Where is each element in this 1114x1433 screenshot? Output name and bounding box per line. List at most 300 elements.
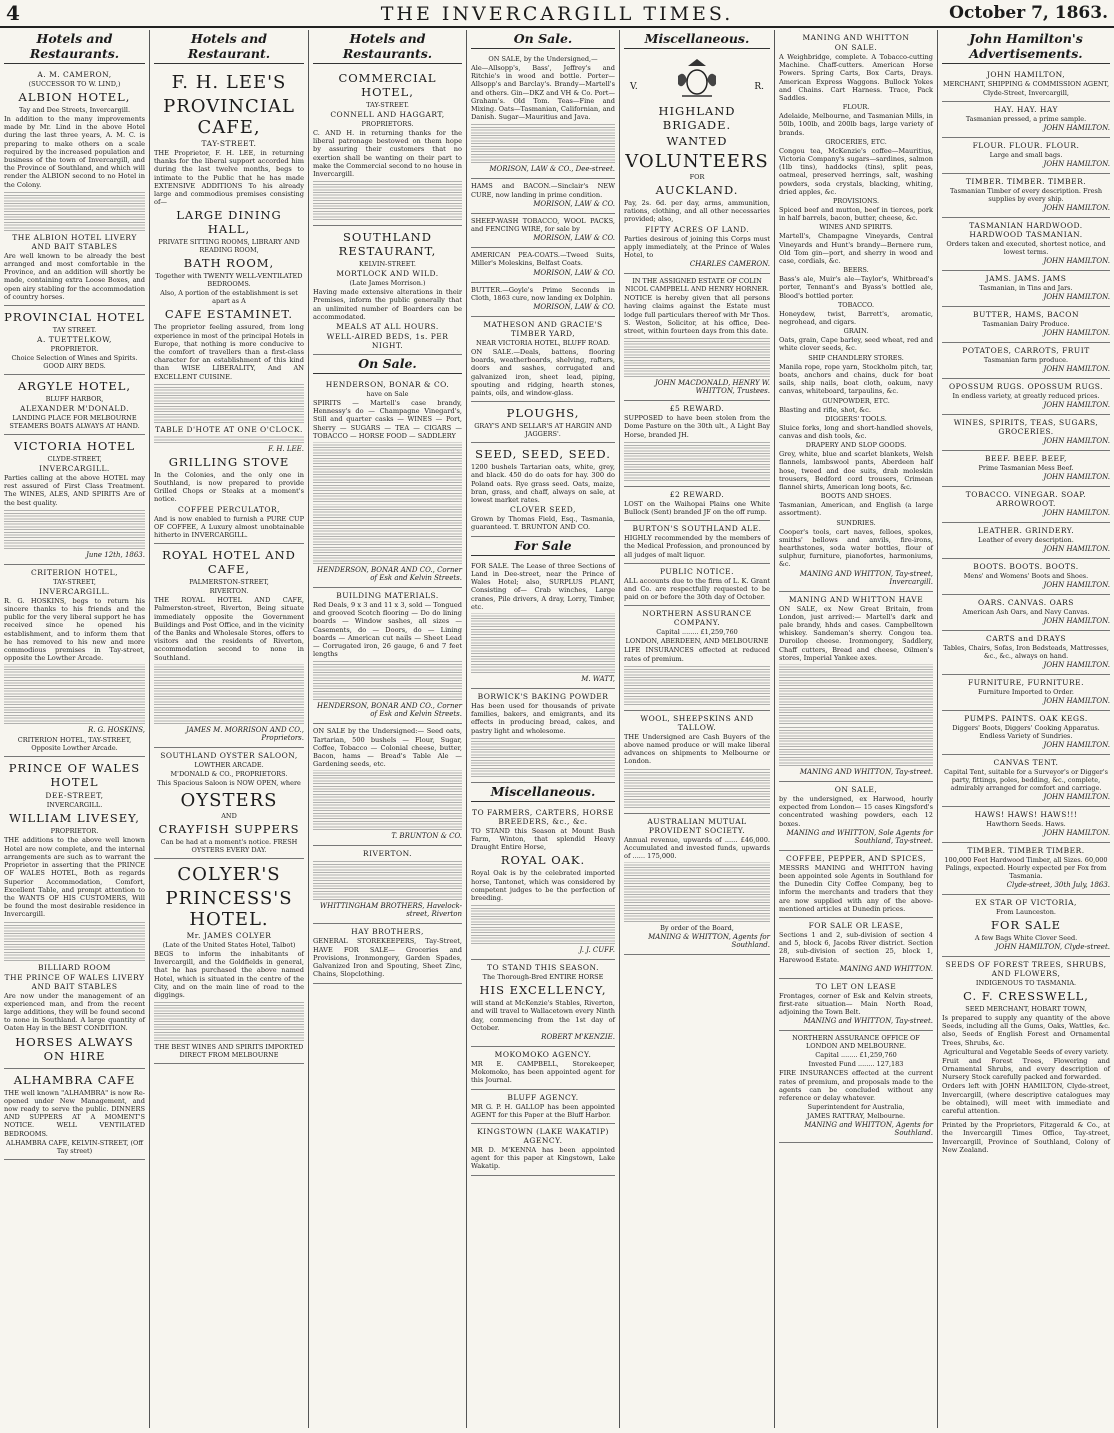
ad-title: PUBLIC NOTICE. <box>659 566 735 576</box>
ad-signature: HENDERSON, BONAR AND CO., Corner of Esk and Kelvin Streets. <box>317 702 462 719</box>
hamilton-ad <box>942 755 1110 807</box>
section-heading: Hotels and Restaurant. <box>154 30 304 64</box>
ad-signature: T. BRUNTON & CO. <box>391 832 462 841</box>
ad-title: WOOL, SHEEPSKINS AND TALLOW. <box>640 713 754 732</box>
ad-feature: Also, A portion of the establishment is set apart as A <box>160 289 298 306</box>
ad-body: Grown by Thomas Field, Esq., Tasmania, guaranteed. T. BRUNTON AND CO. <box>471 515 615 532</box>
ad-signature: ROBERT M'KENZIE. <box>541 1032 615 1041</box>
ad-body: Congou tea, McKenzie's coffee—Mauritius, Victoria Company's sugars—sardines, salmon (1lb tins), haddocks (tins), split peas, oatmeal, preserved herrings, salt, washing powders, soda crystals, blacking, whiting, dried apples, &c. <box>779 146 933 196</box>
ad-body: SUPPOSED to have been stolen from the Dome Pasture on the 30th ult., A Light Bay Horse, branded JH. <box>624 414 770 439</box>
ad-title: WINES, SPIRITS, TEAS, SUGARS, GROCERIES. <box>953 418 1099 436</box>
ad-body: Sluice forks, long and short-handled shovels, canvas and dish tools, &c. <box>779 423 933 440</box>
ad-title: FLOUR. FLOUR. FLOUR. <box>972 141 1080 150</box>
ad-body: LOST on the Waihopai Plains one White Bullock (Sent) branded JF on the off rump. <box>624 499 770 517</box>
ad-title: TASMANIAN HARDWOOD. HARDWOOD TASMANIAN. <box>969 221 1083 239</box>
ad-public-notice <box>624 564 770 607</box>
ad-title: NORTHERN ASSURANCE COMPANY. <box>642 609 752 628</box>
ad-street: LOWTHER ARCADE. <box>194 760 264 769</box>
ad-street: TAY-STREET. <box>366 101 409 109</box>
hamilton-ad <box>942 559 1110 595</box>
ad-signature: JOHN HAMILTON. <box>1043 204 1110 212</box>
ad-owner: Mr. JAMES COLYER <box>186 930 272 940</box>
ad-body: Honeydew, twist, Barrett's, aromatic, negrohead, and cigars. <box>779 309 933 327</box>
text-fill <box>154 1001 304 1041</box>
ad-body: Parties calling at the above HOTEL may rest assured of First Class Treatment. The WINES, ALES, AND SPIRITS Are of the best quality. <box>4 474 145 507</box>
ad-signature: JOHN HAMILTON. <box>1043 617 1110 625</box>
ad-title: BORWICK'S BAKING POWDER <box>477 691 609 701</box>
ad-office: LONDON, ABERDEEN, AND MELBOURNE <box>625 637 769 646</box>
ad-body: Tasmanian farm produce. <box>983 356 1069 364</box>
ad-royal-hotel <box>154 544 304 748</box>
ad-star-of-victoria <box>942 895 1110 957</box>
column-5 <box>620 30 775 1428</box>
ad-signature: JOHN HAMILTON. <box>1043 509 1110 517</box>
royal-crest-row <box>624 56 770 102</box>
section-heading: On Sale. <box>313 355 462 374</box>
ad-feature: WELL-AIRED BEDS, 1s. PER NIGHT. <box>326 332 449 351</box>
ad-street: PALMERSTON-STREET, <box>189 578 269 587</box>
hamilton-ad <box>942 523 1110 559</box>
ad-title: OARS. CANVAS. OARS <box>978 598 1074 607</box>
ad-surplus-plant <box>471 559 615 689</box>
ad-title: JAMS. JAMS. JAMS <box>985 274 1067 283</box>
ad-category: DRAPERY AND SLOP GOODS. <box>805 441 907 450</box>
ad-henderson-bonar <box>313 377 462 588</box>
ad-signature: JOHN HAMILTON. <box>1043 581 1110 589</box>
hamilton-ad <box>942 379 1110 415</box>
ad-signature: JOHN MACDONALD, HENRY W. WHITTON, Trustees. <box>654 379 770 396</box>
ad-sub: NEAR VICTORIA HOTEL, BLUFF ROAD. <box>476 339 610 348</box>
ad-body: BUTTER.—Goyle's Prime Seconds in Cloth, 1863 cure, now landing ex Dolphin. <box>471 285 615 302</box>
crest-letter-r: R. <box>754 82 764 92</box>
ad-body: Having made extensive alterations in their Premises, inform the public generally that an unlimited number of Boarders can be accommodated. <box>313 288 462 321</box>
ad-body: Frontages, corner of Esk and Kelvin streets, first-rate situation— Main North Road, adjoining the Town Belt. <box>779 991 933 1017</box>
ad-subtitle: CLOVER SEED, <box>510 505 576 515</box>
ad-body: by the undersigned, ex Harwood, hourly expected from London— 15 cases Kingsford's concentrated washing powders, each 12 boxes. <box>779 794 933 828</box>
ad-body: Choice Selection of Wines and Spirits. GOOD AIRY BEDS. <box>11 354 138 371</box>
ad-title: ROYAL HOTEL AND CAFE, <box>162 548 296 577</box>
masthead <box>0 0 1114 28</box>
text-fill <box>4 921 145 961</box>
ad-owner: WILLIAM LIVESEY, <box>9 811 140 826</box>
ad-town: INVERCARGILL. <box>39 586 110 596</box>
text-fill <box>471 123 615 163</box>
ad-title: TO FARMERS, CARTERS, HORSE BREEDERS, &c., &c. <box>472 807 614 826</box>
ad-title: ALBION HOTEL, <box>18 90 131 104</box>
ad-body: Red Deals, 9 x 3 and 11 x 3, sold — Tongued and grooved Scotch flooring — Do do lining boards — Window sashes, all sizes — Casements, do — Doors, do — Lining boards — American cut nails — Sheet Lead — Corrugated iron, 26 gauge, 6 and 7 feet lengths <box>313 601 462 659</box>
section-heading: On Sale. <box>471 30 615 49</box>
ad-owner: M'DONALD & CO., PROPRIETORS. <box>170 769 288 778</box>
ad-signature: R. G. HOSKINS, <box>87 726 145 735</box>
ad-title: MANING AND WHITTON <box>802 33 910 42</box>
ad-signature: JOHN HAMILTON. <box>1043 741 1110 749</box>
ad-category: BOOTS AND SHOES. <box>820 492 892 501</box>
ad-signature: JOHN HAMILTON. <box>1043 401 1110 409</box>
ad-signature: JOHN HAMILTON, Clyde-street. <box>995 943 1110 951</box>
ad-sub: GRAY'S AND SELLAR'S AT HARGIN AND JAGGERS'. <box>474 422 612 439</box>
ad-title: BLUFF AGENCY. <box>507 1092 579 1102</box>
ad-title: CRITERION HOTEL, <box>30 567 119 577</box>
ad-provincial-hotel <box>4 306 145 375</box>
ad-title: SOUTHLAND OYSTER SALOON, <box>160 750 298 760</box>
hamilton-ad <box>942 451 1110 487</box>
hamilton-ad <box>942 675 1110 711</box>
ad-body: American Ash Oars, and Navy Canvas. <box>962 608 1090 616</box>
ad-body: HIGHLY recommended by the members of the Medical Profession, and pronounced by all judges of malt liquor. <box>624 534 770 559</box>
ad-street: DEE-STREET, <box>45 791 104 801</box>
ad-title: HAWS! HAWS! HAWS!!! <box>974 810 1078 819</box>
ad-burton-ale <box>624 521 770 564</box>
ad-body: Spiced beef and mutton, beef in tierces, pork in half barrels, bacon, butter, cheese, &c. <box>779 206 933 223</box>
ad-feature: LARGE DINING HALL, <box>176 208 282 237</box>
ad-colyer-princess-hotel <box>154 859 304 1064</box>
ad-signature: WHITTINGHAM BROTHERS, Havelock-street, Riverton <box>319 902 462 919</box>
ad-pea-coats <box>471 248 615 282</box>
ad-feature: FIFTY ACRES OF LAND. <box>644 224 750 234</box>
ad-signature: HENDERSON, BONAR AND CO., Corner of Esk and Kelvin Streets. <box>317 566 462 583</box>
ad-signature: JOHN HAMILTON. <box>1043 697 1110 705</box>
ad-body: Manila rope, rope yarn, Stockholm pitch, tar, boats, anchors and chains, duck for boat sails, ship nails, boat cloth, oakum, navy canvas, whiteboard, tarpaulins, &c. <box>779 362 933 396</box>
ad-mokomoko-agency <box>471 1047 615 1090</box>
ad-signature: J. J. CUFF. <box>579 946 615 955</box>
ad-signature: Clyde-street, 30th July, 1863. <box>1006 881 1110 889</box>
ad-category: FLOUR. <box>842 103 870 112</box>
ad-capital: Capital ........ £1,259,760 <box>815 1051 897 1060</box>
ad-northern-assurance <box>624 606 770 710</box>
ad-body: LIFE INSURANCES effected at reduced rates of premium. <box>624 646 770 663</box>
ad-title: PRINCE OF WALES HOTEL <box>8 761 141 790</box>
ad-subtitle: BILLIARD ROOM <box>38 962 111 972</box>
ad-street: TAY-STREET, <box>53 577 96 586</box>
ad-body: Cooper's tools, cart naves, felloes, spokes, smiths' bellows and anvils, fire-irons, hearthstones, soda water bottles, flour of sulphur, furniture, pianofortes, harmoniums, &c. <box>779 527 933 569</box>
ad-feature: MEALS AT ALL HOURS. <box>336 322 439 332</box>
ad-title: POTATOES, CARROTS, FRUIT <box>962 346 1090 355</box>
ad-category: GUNPOWDER, ETC. <box>822 396 890 405</box>
ad-brunton <box>313 724 462 846</box>
column-4 <box>467 30 620 1428</box>
ad-bluff-agency <box>471 1090 615 1124</box>
ad-body: MR E. CAMPBELL, Storekeeper, Mokomoko, has been appointed agent for this Journal. <box>471 1059 615 1085</box>
text-fill <box>779 726 933 766</box>
ad-seed <box>471 443 615 536</box>
ad-signature: MORISON, LAW & CO. <box>533 268 615 277</box>
ad-prince-of-wales-hotel <box>4 757 145 1068</box>
hamilton-ad <box>942 343 1110 379</box>
ad-title: NORTHERN ASSURANCE OFFICE OF LONDON AND MELBOURNE. <box>792 1034 920 1051</box>
ad-body: AMERICAN PEA-COATS.—Tweed Suits, Miller's Moleskins, Belfast Coats. <box>471 251 615 268</box>
ad-signature: JOHN HAMILTON. <box>1043 545 1110 553</box>
ad-body: Grey, white, blue and scarlet blankets, Welsh flannels, lambswool pants, Aberdeen half hose, tweed and doe suits, drab moleskin trousers, Bedford cord trousers, Crimean flannel shirts, American long boots, &c. <box>779 450 933 491</box>
ad-body: Hawthorn Seeds. Haws. <box>986 820 1066 828</box>
ad-town: INVERCARGILL. <box>39 464 110 474</box>
ad-amp-society <box>624 814 770 956</box>
ad-body: Tasmanian Timber of every description. Fresh supplies by every ship. <box>949 187 1103 203</box>
printer-imprint: Printed by the Proprietors, Fitzgerald & Co., at the Invercargill Times Office, Tay-street, Invercargill, Province of Southland, Colony of New Zealand. <box>942 1121 1110 1154</box>
ad-title: COMMERCIAL HOTEL, <box>338 71 437 99</box>
ad-title: COFFEE, PEPPER, AND SPICES, <box>785 853 926 863</box>
ad-body: THE additions to the above well known Hotel are now complete, and the internal arrangements are such as to warrant the Proprietor in asserting that the PRINCE OF WALES HOTEL, Both as regards Superior Accommodation, Comfort, Excellent Table, and prompt attention to the WANTS OF HIS CUSTOMERS, Will be found the most desirable residence in Invercargill. <box>4 836 145 919</box>
ad-royal-oak <box>471 805 615 960</box>
ad-proprietor: ALEXANDER M'DONALD. <box>20 404 129 414</box>
text-fill <box>154 383 304 423</box>
ad-kingston-agency <box>471 1124 615 1176</box>
ad-title: OPOSSUM RUGS. OPOSSUM RUGS. <box>948 382 1104 391</box>
ad-coffee-pepper-spices <box>779 851 933 918</box>
ad-butter <box>471 283 615 317</box>
ad-title: £2 REWARD. <box>669 489 725 499</box>
ad-signature: JOHN HAMILTON. <box>1043 293 1110 301</box>
ad-building-materials <box>313 588 462 724</box>
text-fill <box>4 509 145 549</box>
ad-title: F. H. LEE'S <box>171 72 287 93</box>
ad-timber-yard <box>471 317 615 402</box>
ad-body: Pay, 2s. 6d. per day, arms, ammunition, rations, clothing, and all other necessaries provided; also, <box>624 199 770 224</box>
ad-signature: MANING AND WHITTON, Tay-street, Invercargill. <box>799 569 933 586</box>
ad-title: HENDERSON, BONAR & CO. <box>325 380 450 390</box>
hamilton-ad <box>942 174 1110 218</box>
ad-footer: ALHAMBRA CAFE, KELVIN-STREET, (Off Tay street) <box>6 1138 143 1155</box>
ad-signature: JAMES M. MORRISON AND CO., Proprietors. <box>185 725 304 742</box>
ad-title: COLYER'S <box>177 863 281 885</box>
ad-to-let <box>779 979 933 1032</box>
ad-signature: MORISON, LAW & CO. <box>533 303 615 312</box>
hamilton-ad-list <box>942 102 1110 895</box>
ad-body: In addition to the many improvements made by Mr. Lind in the above Hotel during the last three years, A. M. C. is preparing to make others on a scale required by the increased population and business of the town of Invercargill, and the Province of Southland, and which will render the ALBION second to no Hotel in the Colony. <box>4 115 145 189</box>
ad-category: TOBACCO. <box>837 300 875 309</box>
ad-category: WINES AND SPIRITS. <box>819 223 893 232</box>
ad-body: Sections 1 and 2, sub-division of section 4 and 5, block 6, Jacobs River district. Section 28, sub-division of section 25, block 1, Harewood Estate. <box>779 931 933 964</box>
ad-title: TIMBER. TIMBER. TIMBER. <box>965 177 1087 186</box>
ad-body: Capital Tent, suitable for a Surveyor's or Digger's party, fittings, poles, bedding, &c., complete, admirably arranged for comfort and carriage. <box>944 768 1108 792</box>
ad-sale-or-lease <box>779 918 933 979</box>
section-heading: John Hamilton's Advertisements. <box>942 30 1110 64</box>
ad-signature: JOHN HAMILTON. <box>1043 473 1110 481</box>
column-7 <box>938 30 1114 1428</box>
ad-body: Tables, Chairs, Sofas, Iron Bedsteads, Mattresses, &c., &c., always on hand. <box>943 644 1109 660</box>
ad-body: GENERAL STOREKEEPERS, Tay-Street, HAVE FOR SALE— Groceries and Provisions, Ironmongery, Garden Spades, Galvanized Iron and Spouting, Sheet Zinc, Chains, Slopclothing. <box>313 937 462 979</box>
ad-merchant: C. F. CRESSWELL, <box>963 989 1089 1003</box>
ad-category: SHIP CHANDLERY STORES. <box>808 353 904 362</box>
ad-body: Diggers' Boots, Diggers' Cooking Apparatus. Endless Variety of Sundries. <box>952 724 1100 740</box>
ad-title: MOKOMOKO AGENCY. <box>494 1049 592 1059</box>
ad-feature: AUCKLAND. <box>655 183 739 197</box>
ad-signature: JOHN HAMILTON. <box>1043 829 1110 837</box>
text-fill <box>154 664 304 724</box>
ad-body: FOR SALE. The Lease of three Sections of Land in Dee-street, near the Prince of Wales Hotel; also, SURPLUS PLANT, Consisting of— Crab winches, Large cranes, Pile drivers, A dray, Lorry, Timber, etc. <box>471 561 615 611</box>
ad-argyle-hotel <box>4 375 145 435</box>
ad-signature: MANING & WHITTON, Agents for Southland. <box>648 933 770 950</box>
section-heading: Miscellaneous. <box>471 783 615 802</box>
ad-body: Ale—Allsopp's, Bass', Jeffrey's and Ritchie's in wood and bottle. Porter—Allsopp's and Barclay's. Brandy—Martell's and others. Gin—DKZ and VH & Co. Port—Graham's. Old Tom. Teas—Fine and Mixing. Oats—Tasmanian, Californian, and Danish. Sugar—Mauritius and Java. <box>471 64 615 122</box>
ad-title: ALHAMBRA CAFE <box>13 1072 136 1087</box>
ad-title: AUSTRALIAN MUTUAL PROVIDENT SOCIETY. <box>647 816 747 835</box>
ad-title: TO LET ON LEASE <box>815 981 897 991</box>
ad-southland-restaurant <box>313 226 462 355</box>
ad-alhambra-cafe <box>4 1069 145 1160</box>
ad-body: Fruit and Forest Trees, Flowering and Ornamental Shrubs, and every description of Nursery Stock carefully packed and forwarded. <box>942 1056 1110 1082</box>
ad-street: KELVIN-STREET. <box>359 260 416 269</box>
ad-hams <box>471 179 615 213</box>
text-fill <box>471 904 615 944</box>
ad-intro: ON SALE, by the Undersigned,— <box>488 55 598 63</box>
ad-body: Parties desirous of joining this Corps must apply immediately, at the Prince of Wales Hotel, to <box>624 234 770 260</box>
royal-crest-icon <box>672 56 722 100</box>
ad-title: PROVINCIAL CAFE, <box>163 96 295 138</box>
ad-body: A Weighbridge, complete. A Tobacco-cutting Machine. Chaff-cutters. American Horse Powers. Spring Carts, Box Carts, Drays. American Express Waggons. Bullock Yokes and Chains. Cart Harness. Trace, Pack Saddles. <box>779 53 933 103</box>
ad-body: HAMS and BACON.—Sinclair's NEW CURE, now landing in prime condition. <box>471 182 615 199</box>
ad-sub: INDIGENOUS TO TASMANIA. <box>975 979 1077 987</box>
ad-washing-powder <box>779 782 933 851</box>
ad-feature: FOR <box>689 173 705 181</box>
ad-title: MANING AND WHITTON HAVE <box>788 594 924 604</box>
ad-signature: F. H. LEE. <box>268 444 304 453</box>
ad-title: KINGSTOWN (LAKE WAKATIP) AGENCY. <box>477 1126 609 1145</box>
ad-town: INVERCARGILL. <box>46 801 103 810</box>
ad-date: June 12th, 1863. <box>86 550 145 559</box>
ad-role: PROPRIETORS. <box>361 120 414 128</box>
page-number: 4 <box>6 1 20 25</box>
ad-body: C. AND H. in returning thanks for the liberal patronage bestowed on them hope by assuring their customers that no exertion shall be wanting on their part to make the Commercial second to no house in Invercargill. <box>313 129 462 179</box>
newspaper-title: THE INVERCARGILL TIMES. <box>380 3 734 25</box>
hamilton-ad <box>942 415 1110 451</box>
ad-title: BEEF. BEEF. BEEF, <box>985 454 1067 463</box>
text-fill <box>313 504 462 564</box>
ad-subtitle: THE PRINCE OF WALES LIVERY AND BAIT STABLES <box>4 972 145 991</box>
text-fill <box>471 737 615 777</box>
hamilton-ad <box>942 218 1110 271</box>
hamilton-ad <box>942 631 1110 675</box>
ad-body: Tasmanian Dairy Produce. <box>982 320 1070 328</box>
ad-body: The proprietor feeling assured, from long experience in most of the principal Hotels in Europe, that nothing is more conducive to the comfort of travellers than a first-class character for an establishment of this kind than WISE LIBERALITY, And AN EXCELLENT CUISINE. <box>154 323 304 381</box>
ad-body: Tasmanian pressed, a prime sample. <box>965 115 1087 123</box>
ad-feature: CRAYFISH SUPPERS <box>158 821 300 836</box>
ad-signature: JOHN HAMILTON. <box>1043 257 1110 265</box>
ad-body: In endless variety, at greatly reduced prices. <box>952 392 1100 400</box>
ad-title: TIMBER. TIMBER TIMBER. <box>967 846 1085 855</box>
ad-sub: ON SALE. <box>834 43 878 52</box>
ad-body: ON SALE, ex New Great Britain, from London, just arrived:— Martell's dark and pale brandy, hhds and cases. Campbelltown whiskey. Sandeman's sherry. Congou tea. Duroilop cheese. Ironmongery, Saddlery, Chaff cutters, Bread and cheese, Oilmen's stores, Imperial Yankee axes. <box>779 604 933 662</box>
ad-signature: MORISON, LAW & CO., Dee-street. <box>489 165 615 174</box>
ad-feature: CAFE ESTAMINET. <box>164 307 294 322</box>
ad-signature: CHARLES CAMERON. <box>689 260 770 269</box>
ad-title: IN THE ASSIGNED ESTATE OF COLIN NICOL CAMPBELL AND HENRY HORNER. <box>625 277 769 294</box>
hamilton-ad <box>942 138 1110 174</box>
ad-feature: OYSTERS <box>180 789 278 811</box>
ad-address: Clyde-Street, Invercargill, <box>982 89 1069 97</box>
ad-wool-sheepskins <box>624 711 770 814</box>
ad-body: Is prepared to supply any quantity of the above Seeds, including all the Gums, Oaks, Wattles, &c. also, Seeds of English Forest and Ornamental Trees, Shrubs, &c. <box>942 1014 1110 1047</box>
ad-body: BEGS to inform the inhabitants of Invercargill, and the Goldfields in general, that he has purchased the above named Hotel, which is situated in the centre of the City, and on the main line of road to the diggings. <box>154 949 304 999</box>
ad-baking-powder <box>471 689 615 783</box>
ad-feature: COFFEE PERCULATOR, <box>177 504 281 514</box>
hamilton-ad <box>942 307 1110 343</box>
ad-signature: MANING and WHITTON, Tay-street. <box>803 1017 933 1026</box>
ad-sub: The Thorough-Bred ENTIRE HORSE <box>482 973 604 982</box>
ad-title: BOOTS. BOOTS. BOOTS. <box>973 562 1079 571</box>
ad-body: THE Undersigned are Cash Buyers of the above named produce or will make liberal advances on shipments to Melbourne or London. <box>624 732 770 766</box>
ad-maning-whitton-arrivals <box>779 592 933 782</box>
ad-category: BEERS. <box>843 266 869 275</box>
text-fill <box>471 613 615 673</box>
ad-body: MR D. M'KENNA has been appointed agent for this paper at Kingstown, Lake Wakatip. <box>471 1145 615 1171</box>
ad-title: TOBACCO. VINEGAR. SOAP. ARROWROOT. <box>965 490 1087 508</box>
hamilton-ad <box>942 711 1110 755</box>
text-fill <box>624 862 770 922</box>
ad-signature: MANING and WHITTON, Agents for Southland. <box>804 1121 933 1138</box>
ad-body: THE ROYAL HOTEL AND CAFE, Palmerston-street, Riverton, Being situate immediately opposite the Government Buildings and Post Office, and in the vicinity of the Banks and Wholesale Stores, offers to visitors and the residents of Riverton, accommodation second to none in Southland. <box>154 596 304 662</box>
ad-sub: JAMES RATTRAY, Melbourne. <box>806 1112 906 1121</box>
ad-feature: GRILLING STOVE <box>168 454 290 469</box>
ad-body: R. G. HOSKINS, begs to return his sincere thanks to his friends and the public for the very liberal support he has received since he opened his establishment, and to inform them that he has removed to his new and more commodious premises in Tay-street, opposite the Lowther Arcade. <box>4 596 145 663</box>
ad-category: PROVISIONS. <box>832 197 880 206</box>
ad-feature: BATH ROOM, <box>183 256 275 271</box>
ad-commercial-hotel <box>313 67 462 226</box>
ad-albion-hotel <box>4 67 145 306</box>
ad-whittingham <box>313 846 462 924</box>
ad-body: Furniture Imported to Order. <box>978 688 1074 696</box>
ad-body: THE well known "ALHAMBRA" is now Re-opened under New Management, and now ready to serve the public. DINNERS AND SUPPERS AT A MOMENT'S NOTICE. WELL VENTILATED BEDROOMS. <box>4 1088 145 1138</box>
ad-feature: PRIVATE SITTING ROOMS, LIBRARY AND READING ROOM, <box>158 238 300 255</box>
ad-title: BURTON'S SOUTHLAND ALE. <box>632 524 762 534</box>
ad-body: FIRE INSURANCES effected at the current rates of premium, and proposals made to the agents can be concluded without any reference or delay whatever. <box>779 1069 933 1103</box>
ad-street: TAY-STREET. <box>201 139 257 148</box>
hamilton-ad <box>942 843 1110 895</box>
ad-title: ARGYLE HOTEL, <box>17 379 132 394</box>
ad-footer: HORSES ALWAYS ON HIRE <box>15 1034 134 1063</box>
ad-body: A few Bags White Clover Seed. <box>974 934 1078 942</box>
ad-signature: MORISON, LAW & CO. <box>533 199 615 208</box>
ad-intro: have on Sale <box>366 390 409 399</box>
ad-title: RIVERTON. <box>362 849 413 859</box>
hamilton-ad <box>942 807 1110 843</box>
ad-role: SEED MERCHANT, HOBART TOWN, <box>965 1005 1087 1013</box>
ad-body: Are now under the management of an experienced man, and from the recent large additions, they will be found second to none in Southland. A large quantity of Oaten Hay in the BEST CONDITION. <box>4 991 145 1033</box>
ad-title: FURNITURE, FURNITURE. <box>968 678 1084 687</box>
ad-signature: MANING AND WHITTON. <box>839 964 933 973</box>
text-fill <box>313 180 462 220</box>
text-fill <box>313 770 462 830</box>
ad-sub: (Late James Morrison.) <box>349 279 426 288</box>
ad-signature: JOHN HAMILTON. <box>1043 124 1110 132</box>
ad-body: MR G. P. H. GALLOP has been appointed AGENT for this Paper at the Bluff Harbor. <box>471 1102 615 1119</box>
ad-title: PUMPS. PAINTS. OAK KEGS. <box>964 714 1088 723</box>
ad-signature: MORISON, LAW & CO. <box>533 234 615 243</box>
ad-signature: JOHN HAMILTON. <box>1043 160 1110 168</box>
ad-feature: Together with TWENTY WELL-VENTILATED BEDROOMS. <box>155 272 303 289</box>
ad-title: PLOUGHS, <box>506 406 580 421</box>
ad-owner-sub: (Late of the United States Hotel, Talbot) <box>162 940 296 949</box>
ad-morison-law <box>471 52 615 179</box>
ad-two-pound-reward <box>624 487 770 521</box>
ad-role: MERCHANT, SHIPPING & COMMISSION AGENT, <box>942 80 1110 88</box>
column-1 <box>0 30 150 1428</box>
ad-body: Blasting and rifle, shot, &c. <box>779 405 871 414</box>
ad-title: SEEDS OF FOREST TREES, SHRUBS, AND FLOWERS, <box>945 960 1107 978</box>
ad-title: EX STAR OF VICTORIA, <box>975 898 1077 907</box>
ad-maning-whitton-stock <box>779 30 933 592</box>
text-fill <box>4 191 145 231</box>
ad-body: In the Colonies, and the only one in Southland, is now prepared to provide Grilled Chops or Steaks at a moment's notice. <box>154 470 304 504</box>
ad-five-pound-reward <box>624 401 770 487</box>
ad-capital: Capital ........ £1,259,760 <box>656 628 738 637</box>
ad-sub: (SUCCESSOR TO W. LIND,) <box>28 80 121 88</box>
ad-body: ALL accounts due to the firm of L. K. Grant and Co. are respectfully requested to be paid on or before the 30th day of October. <box>624 576 770 602</box>
ad-title: PROVINCIAL HOTEL <box>4 310 145 325</box>
ad-hay-brothers <box>313 924 462 983</box>
ad-body: Bass's ale, Muir's ale—Taylor's, Whitbread's porter, Tennant's and Byass's bottled ale, Blood's bottled porter. <box>779 275 933 300</box>
ad-title: PRINCESS'S HOTEL. <box>165 887 293 930</box>
ad-body: Prime Tasmanian Mess Beef. <box>978 464 1074 472</box>
